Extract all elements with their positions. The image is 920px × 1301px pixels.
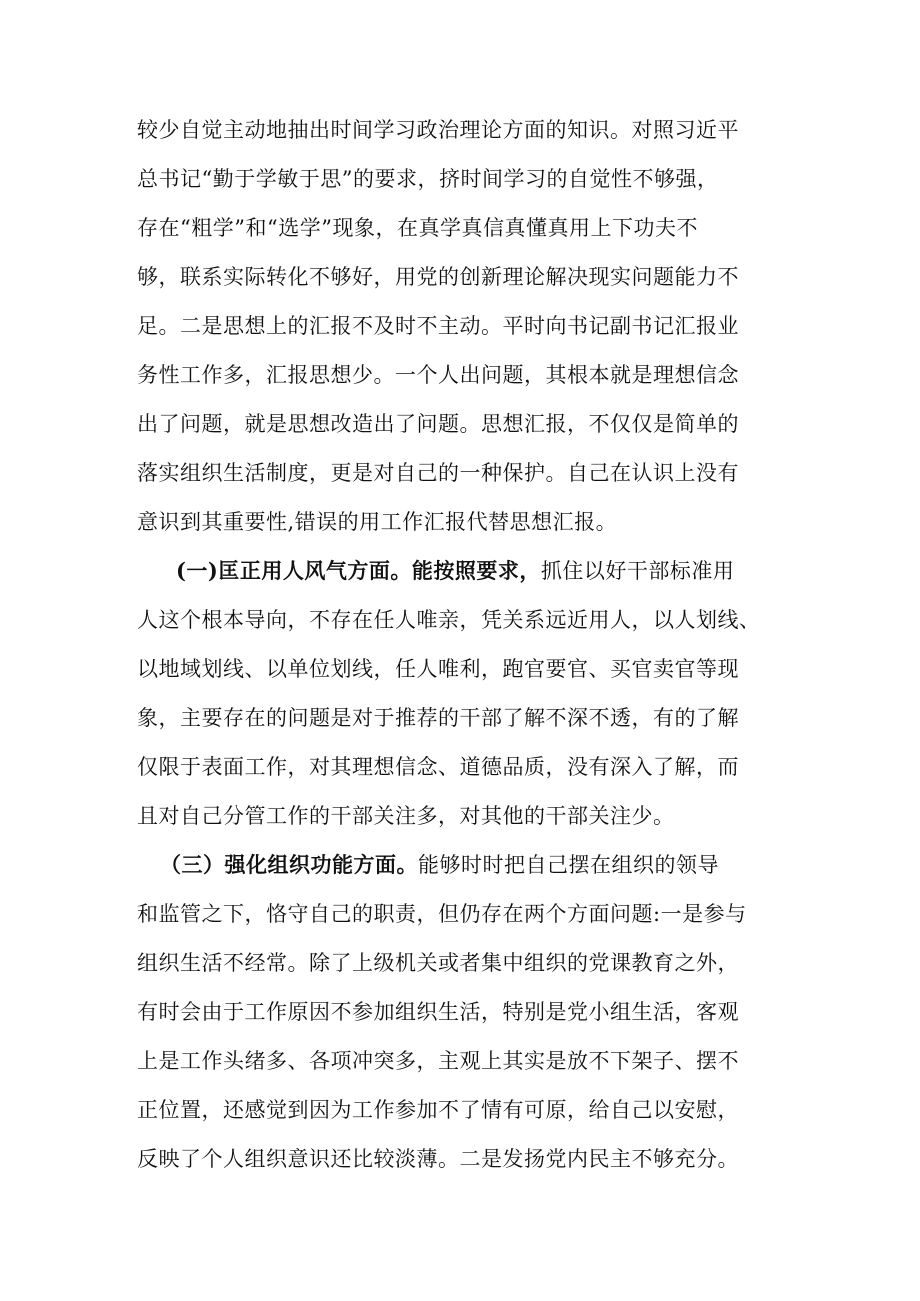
paragraph-line: 和监管之下，恪守自己的职责，但仍存在两个方面问题:一是参与	[137, 902, 747, 926]
paragraph-line: 象，主要存在的问题是对于推荐的干部了解不深不透，有的了解	[137, 706, 739, 730]
section-first-line	[160, 845, 719, 885]
section-text: 抓住以好干部标准用	[540, 559, 735, 583]
paragraph-line: 足。二是思想上的汇报不及时不主动。平时向书记副书记汇报业	[137, 314, 739, 338]
paragraph-line: 务性工作多，汇报思想少。一个人出问题，其根本就是理想信念	[137, 363, 739, 387]
paragraph-line: 有时会由于工作原因不参加组织生活，特别是党小组生活，客观	[137, 1000, 739, 1024]
paragraph-line: 人这个根本导向，不存在任人唯亲，凭关系远近用人，以人划线、	[137, 608, 761, 632]
paragraph-line: 以地域划线、以单位划线，任人唯利，跑官要官、买官卖官等现	[137, 657, 739, 681]
paragraph-line: 上是工作头绪多、各项冲突多，主观上其实是放不下架子、摆不	[137, 1049, 739, 1073]
section-heading: (一)匡正用人风气方面。能按照要求，	[176, 558, 541, 583]
paragraph-line: 存在“粗学”和“选学”现象，在真学真信真懂真用上下功夫不	[137, 216, 698, 240]
paragraph-line: 且对自己分管工作的干部关注多，对其他的干部关注少。	[137, 804, 675, 828]
section-first-line	[176, 551, 734, 591]
paragraph-line: 总书记“勤于学敏于思”的要求，挤时间学习的自觉性不够强，	[137, 167, 719, 191]
paragraph-line: 意识到其重要性,错误的用工作汇报代替思想汇报。	[137, 510, 618, 534]
paragraph-line: 落实组织生活制度，更是对自己的一种保护。自己在认识上没有	[137, 461, 739, 485]
paragraph-line: 正位置，还感觉到因为工作参加不了情有可原，给自己以安慰，	[137, 1098, 739, 1122]
paragraph-line: 够，联系实际转化不够好，用党的创新理论解决现实问题能力不	[137, 265, 739, 289]
section-heading: （三）强化组织功能方面。	[160, 852, 418, 877]
paragraph-line: 仅限于表面工作，对其理想信念、道德品质，没有深入了解，而	[137, 755, 739, 779]
paragraph-line: 组织生活不经常。除了上级机关或者集中组织的党课教育之外，	[137, 951, 739, 975]
paragraph-line: 较少自觉主动地抽出时间学习政治理论方面的知识。对照习近平	[137, 118, 739, 142]
paragraph-line: 出了问题，就是思想改造出了问题。思想汇报，不仅仅是简单的	[137, 412, 739, 436]
section-text: 能够时时把自己摆在组织的领导	[418, 853, 719, 877]
paragraph-line: 反映了个人组织意识还比较淡薄。二是发扬党内民主不够充分。	[137, 1147, 739, 1171]
